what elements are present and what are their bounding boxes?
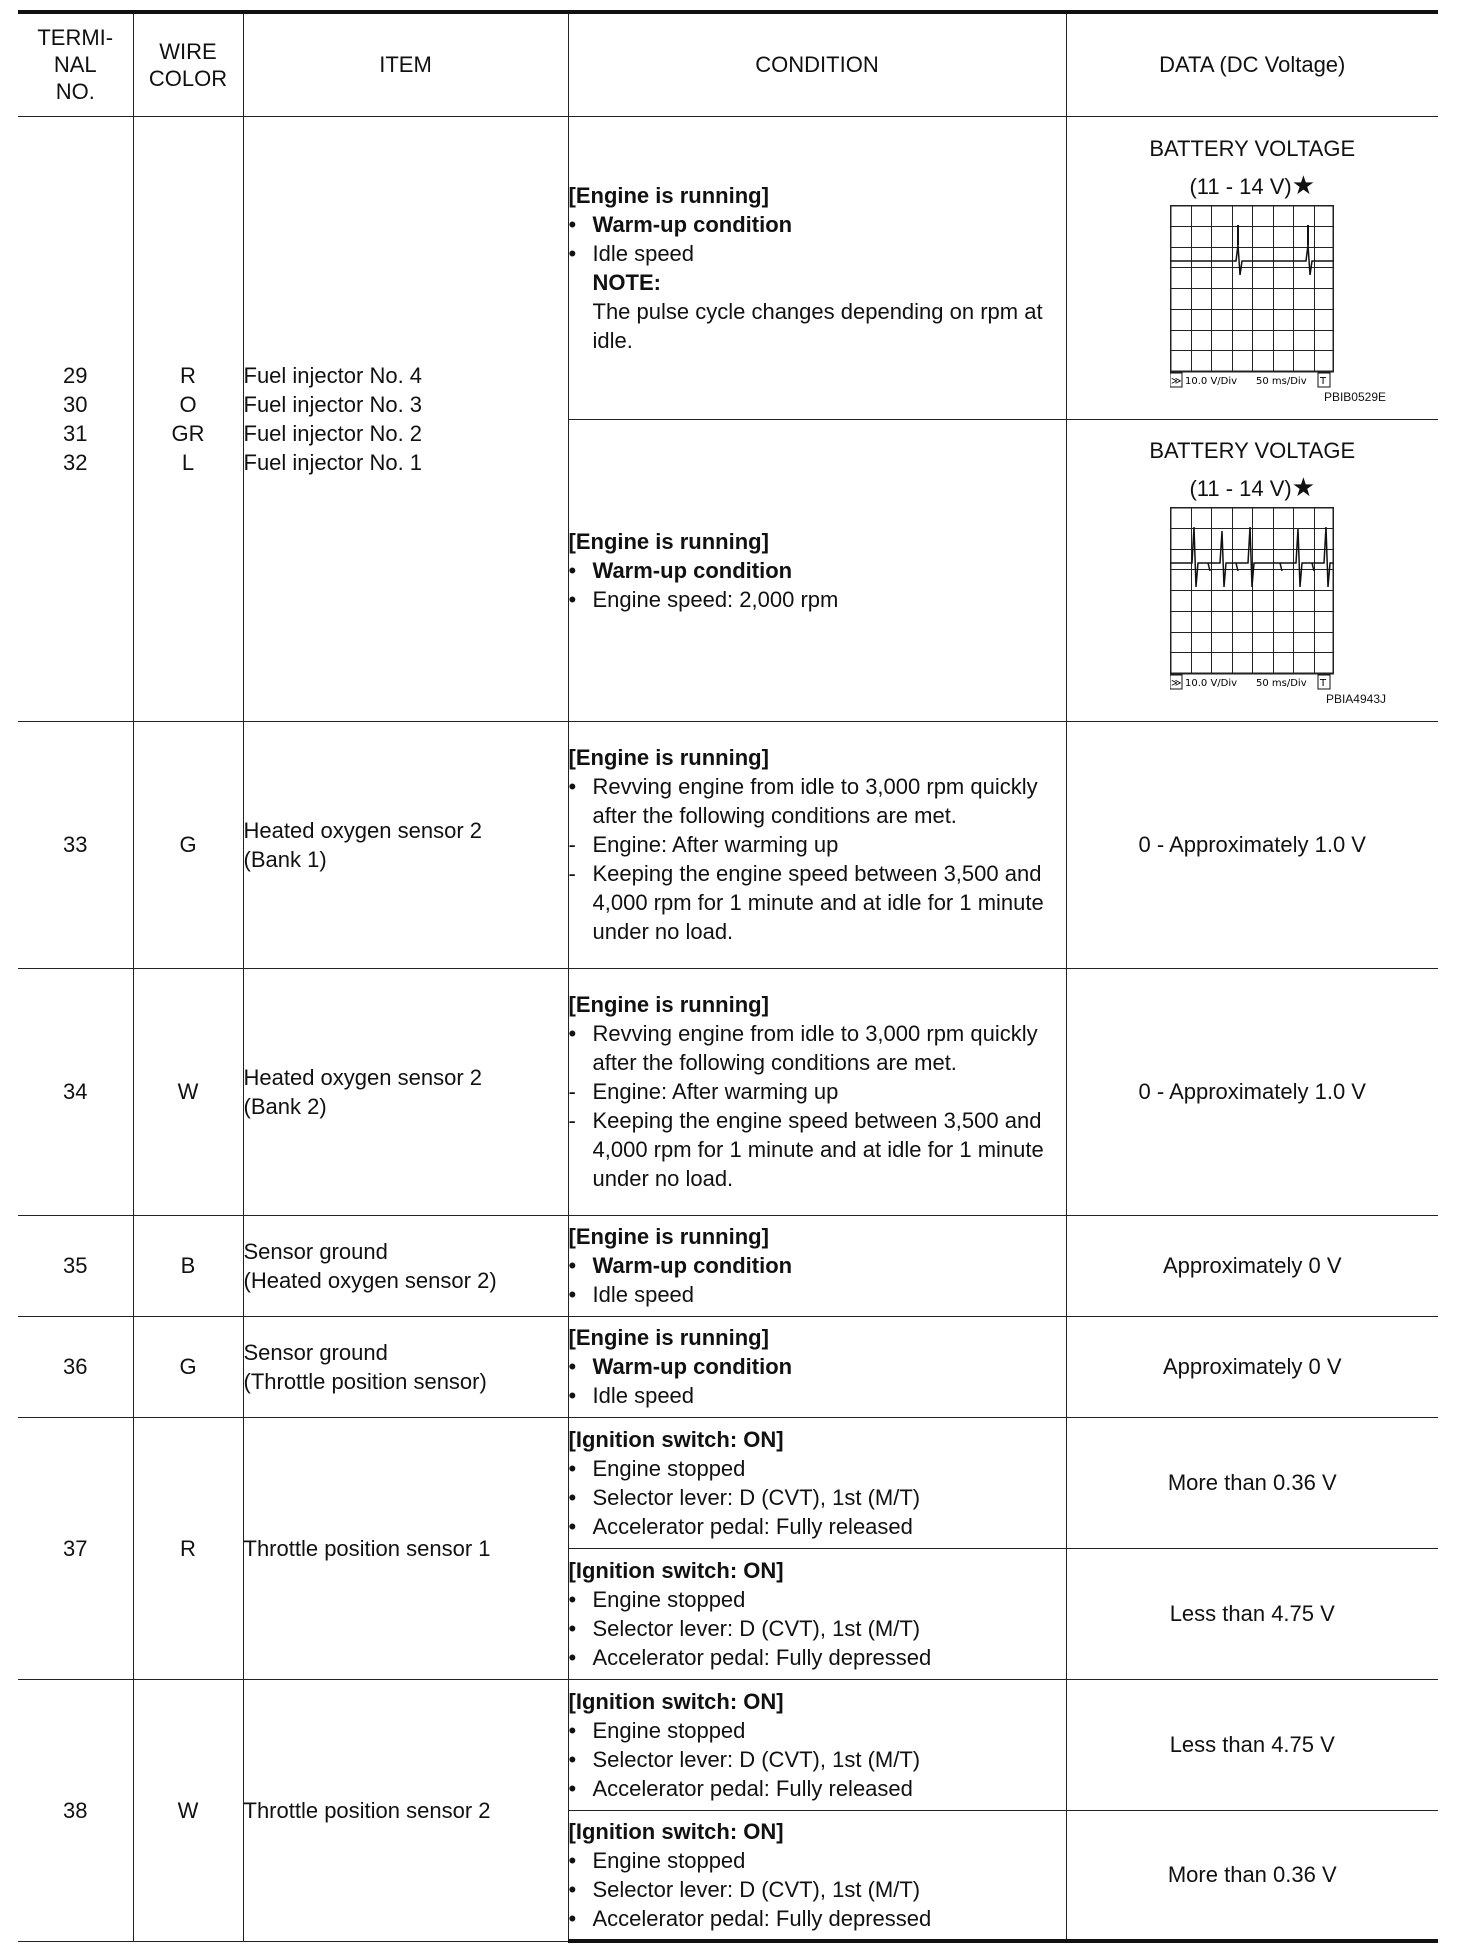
condition: [Ignition switch: ON] • Engine stopped • Selector lever: D (CVT), 1st (M/T) • Accelerator pedal: Fully depressed bbox=[568, 1548, 1066, 1679]
condition: [Ignition switch: ON] • Engine stopped • Selector lever: D (CVT), 1st (M/T) • Accelerator pedal: Fully depressed bbox=[568, 1810, 1066, 1941]
svg-text:≫: ≫ bbox=[1171, 375, 1182, 387]
wire-color: W bbox=[133, 968, 243, 1215]
svg-text:≫: ≫ bbox=[1171, 678, 1182, 689]
data-value: Approximately 0 V bbox=[1066, 1215, 1438, 1316]
data-value: 0 - Approximately 1.0 V bbox=[1066, 721, 1438, 968]
item-name: Heated oxygen sensor 2 (Bank 2) bbox=[243, 968, 568, 1215]
terminal-no: 33 bbox=[18, 721, 133, 968]
header-terminal: TERMI- NAL NO. bbox=[18, 12, 133, 116]
terminal-no: 37 bbox=[18, 1417, 133, 1679]
svg-text:10.0 V/Div: 10.0 V/Div bbox=[1185, 375, 1238, 387]
oscilloscope-waveform-idle bbox=[1170, 205, 1334, 389]
injector-terminals: 29 30 31 32 bbox=[18, 116, 133, 721]
injector-2000rpm-condition: [Engine is running] • Warm-up condition • Engine speed: 2,000 rpm bbox=[568, 419, 1066, 721]
wire-color: R bbox=[133, 1417, 243, 1679]
header-row bbox=[18, 12, 1438, 116]
condition: [Engine is running] • Revving engine from idle to 3,000 rpm quickly after the following conditions are met. - Engine: After warming up - Keeping the engine speed between 3,500 and 4,000 rpm for 1 minute and at idle for 1 minute under no load. bbox=[568, 721, 1066, 968]
data-value: Approximately 0 V bbox=[1066, 1316, 1438, 1417]
table-row-38-released bbox=[18, 1679, 1438, 1810]
header-item: ITEM bbox=[243, 12, 568, 116]
svg-text:10.0 V/Div: 10.0 V/Div bbox=[1185, 678, 1238, 689]
table-row-37-released bbox=[18, 1417, 1438, 1548]
condition: [Ignition switch: ON] • Engine stopped • Selector lever: D (CVT), 1st (M/T) • Accelerator pedal: Fully released bbox=[568, 1417, 1066, 1548]
wire-color: G bbox=[133, 1316, 243, 1417]
terminal-no: 36 bbox=[18, 1316, 133, 1417]
item-name: Sensor ground (Heated oxygen sensor 2) bbox=[243, 1215, 568, 1316]
table-row-35 bbox=[18, 1215, 1438, 1316]
svg-text:50 ms/Div: 50 ms/Div bbox=[1256, 678, 1307, 689]
ecm-terminal-table bbox=[18, 10, 1438, 1943]
condition: [Engine is running] • Warm-up condition • Idle speed bbox=[568, 1215, 1066, 1316]
table-row-injector-idle bbox=[18, 116, 1438, 419]
svg-text:T: T bbox=[1320, 678, 1327, 689]
header-condition: CONDITION bbox=[568, 12, 1066, 116]
condition: [Ignition switch: ON] • Engine stopped • Selector lever: D (CVT), 1st (M/T) • Accelerator pedal: Fully released bbox=[568, 1679, 1066, 1810]
item-name: Sensor ground (Throttle position sensor) bbox=[243, 1316, 568, 1417]
item-name: Heated oxygen sensor 2 (Bank 1) bbox=[243, 721, 568, 968]
figure-id: PBIA4943J bbox=[1325, 692, 1386, 706]
data-value: 0 - Approximately 1.0 V bbox=[1066, 968, 1438, 1215]
data-value: More than 0.36 V bbox=[1066, 1810, 1438, 1941]
table-row-33 bbox=[18, 721, 1438, 968]
svg-text:50 ms/Div: 50 ms/Div bbox=[1256, 375, 1307, 387]
condition: [Engine is running] • Revving engine from idle to 3,000 rpm quickly after the following conditions are met. - Engine: After warming up - Keeping the engine speed between 3,500 and 4,000 rpm for 1 minute and at idle for 1 minute under no load. bbox=[568, 968, 1066, 1215]
svg-text:T: T bbox=[1320, 375, 1327, 387]
header-wire-color: WIRE COLOR bbox=[133, 12, 243, 116]
terminal-no: 35 bbox=[18, 1215, 133, 1316]
injector-wire-colors: R O GR L bbox=[133, 116, 243, 721]
injector-idle-condition: [Engine is running] • Warm-up condition • Idle speed NOTE: The pulse cycle changes depending on rpm at idle. bbox=[568, 116, 1066, 419]
table-row-34 bbox=[18, 968, 1438, 1215]
data-value: Less than 4.75 V bbox=[1066, 1548, 1438, 1679]
item-name: Throttle position sensor 2 bbox=[243, 1679, 568, 1941]
wire-color: G bbox=[133, 721, 243, 968]
condition: [Engine is running] • Warm-up condition • Idle speed bbox=[568, 1316, 1066, 1417]
terminal-no: 38 bbox=[18, 1679, 133, 1941]
header-data: DATA (DC Voltage) bbox=[1066, 12, 1438, 116]
item-name: Throttle position sensor 1 bbox=[243, 1417, 568, 1679]
oscilloscope-waveform-2000rpm bbox=[1170, 507, 1334, 691]
wire-color: B bbox=[133, 1215, 243, 1316]
wire-color: W bbox=[133, 1679, 243, 1941]
figure-id: PBIB0529E bbox=[1323, 389, 1386, 404]
injector-idle-data: BATTERY VOLTAGE (11 - 14 V)★ ≫ 10.0 V/Div 50 ms/Div T PBIB0529E bbox=[1066, 116, 1438, 419]
injector-items: Fuel injector No. 4 Fuel injector No. 3 Fuel injector No. 2 Fuel injector No. 1 bbox=[243, 116, 568, 721]
injector-2000rpm-data: BATTERY VOLTAGE (11 - 14 V)★ ≫ 10.0 V/Div 50 ms/Div T PBIA4943J bbox=[1066, 419, 1438, 721]
terminal-no: 34 bbox=[18, 968, 133, 1215]
terminal-table-page bbox=[18, 10, 1438, 1943]
data-value: Less than 4.75 V bbox=[1066, 1679, 1438, 1810]
data-value: More than 0.36 V bbox=[1066, 1417, 1438, 1548]
table-row-36 bbox=[18, 1316, 1438, 1417]
